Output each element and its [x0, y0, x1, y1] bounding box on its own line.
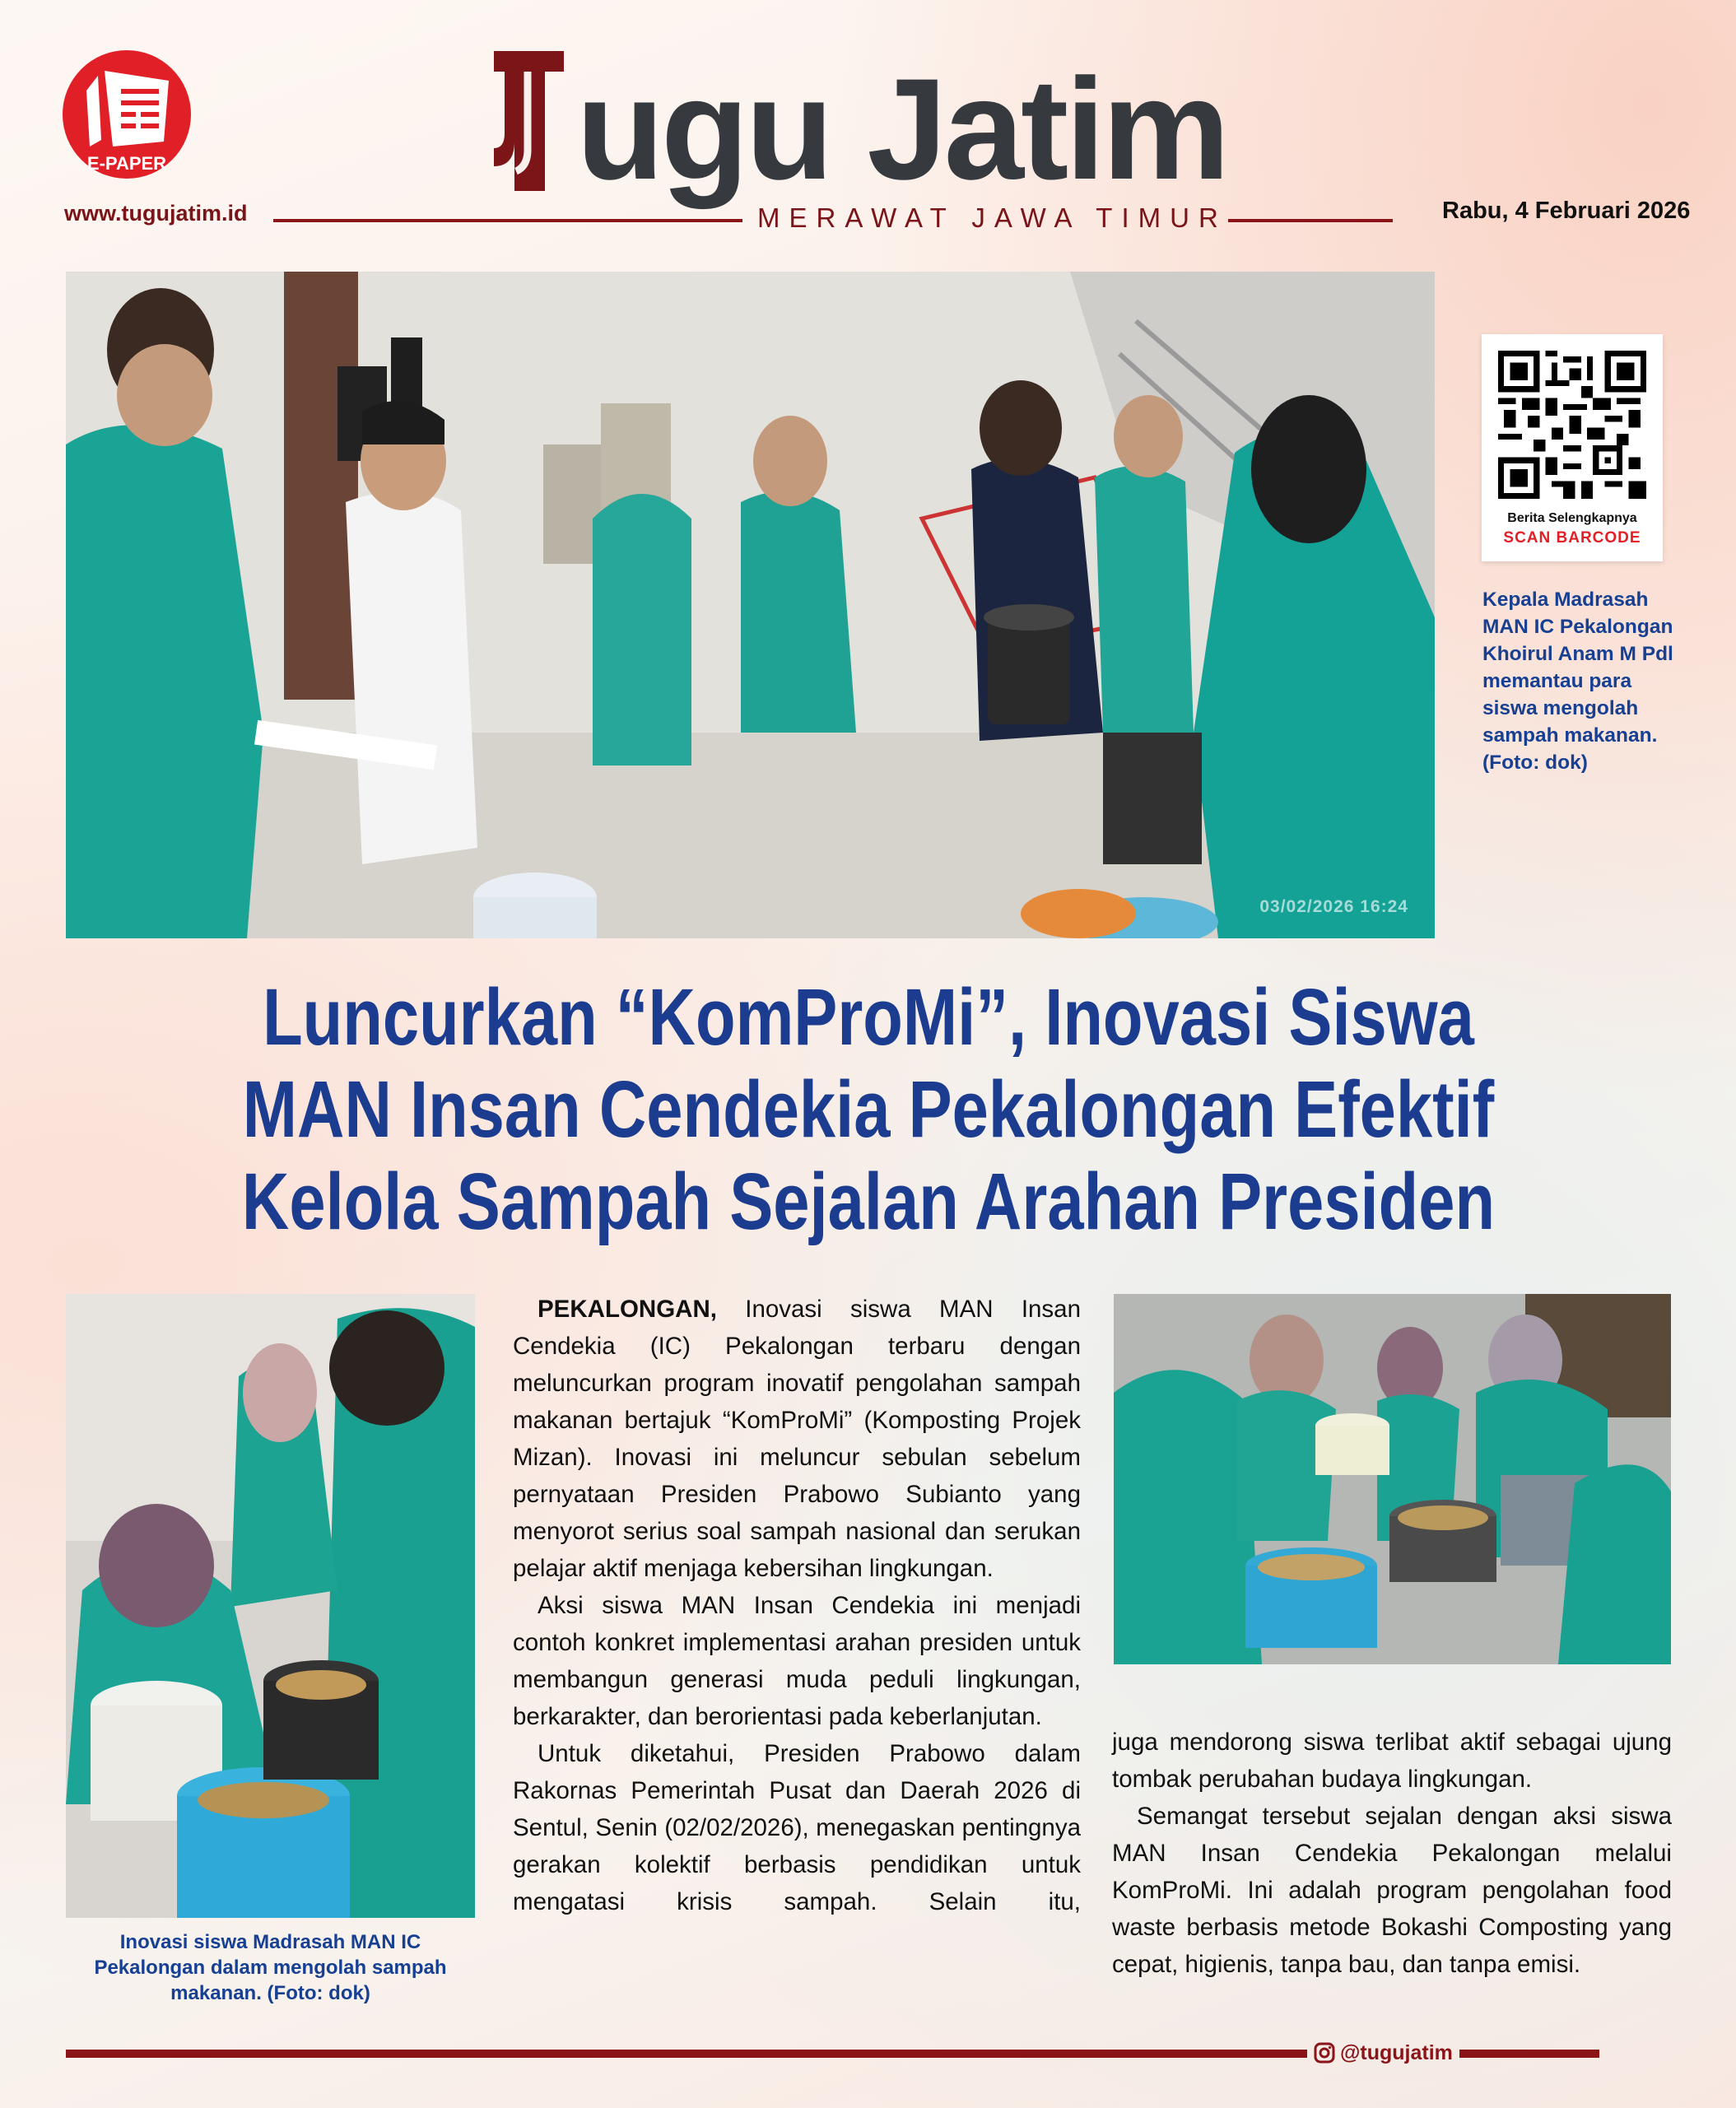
brand-tagline: MERAWAT JAWA TIMUR — [757, 202, 1227, 233]
brand-name[interactable]: ugu Jatim — [576, 49, 1227, 210]
epaper-logo[interactable] — [62, 49, 192, 179]
paragraph-text: Inovasi siswa MAN Insan Cendekia (IC) Pekalongan terbaru dengan meluncurkan program inovatif pengolahan sampah makanan bertajuk “KomProMi” (Komposting Projek Mizan). Inovasi ini meluncur sebulan sebelum pernyataan Presiden Prabowo Subianto yang menyorot serius soal sampah nasional dan serukan pelajar aktif menjaga kebersihan lingkungan. — [513, 1296, 1081, 1582]
article-column-2 — [1112, 1724, 1672, 1983]
epaper-badge-label: E-PAPER — [86, 153, 167, 174]
instagram-link[interactable] — [1307, 2038, 1459, 2068]
main-photo-scene — [66, 272, 1435, 938]
headline-line: MAN Insan Cendekia Pekalongan Efektif — [242, 1064, 1495, 1154]
main-photo-caption: Kepala Madrasah MAN IC Pekalongan Khoirul Anam M Pdl memantau para siswa mengolah sampah makanan. (Foto: dok) — [1482, 589, 1673, 774]
edition-date: Rabu, 4 Februari 2026 — [1442, 198, 1691, 224]
right-photo-scene — [1114, 1294, 1671, 1664]
footer-rule-left — [66, 2050, 1307, 2058]
headline-line: Kelola Sampah Sejalan Arahan Presiden — [241, 1156, 1496, 1246]
article-paragraph: Aksi siswa MAN Insan Cendekia ini menjadi contoh konkret implementasi arahan presiden untuk membangun generasi muda peduli lingkungan, berkarakter, dan berorientasi pada keberlanjutan. — [513, 1592, 1081, 1730]
left-photo-scene — [66, 1294, 475, 1918]
article-paragraph: Untuk diketahui, Presiden Prabowo dalam Rakornas Pemerintah Pusat dan Daerah 2026 di Sentul, Senin (02/02/2026), menegaskan pentingnya gerakan kolektif berbasis pendidikan untuk mengatasi krisis sampah. Selain itu, — [513, 1740, 1081, 1915]
qr-card[interactable] — [1482, 334, 1663, 561]
qr-cta: SCAN BARCODE — [1503, 529, 1641, 547]
right-photo — [1114, 1294, 1671, 1664]
main-photo — [66, 272, 1435, 938]
left-photo-caption: Inovasi siswa Madrasah MAN IC Pekalongan dalam mengolah sampah makanan. (Foto: dok) — [94, 1931, 447, 2004]
header-rule-left — [273, 219, 742, 222]
article-headline — [211, 971, 1527, 1248]
footer-rule-right — [1459, 2050, 1599, 2058]
qr-code-icon[interactable] — [1498, 351, 1646, 499]
article-paragraph — [513, 1291, 1081, 1587]
site-url[interactable]: www.tugujatim.id — [64, 201, 248, 226]
article-column-1 — [513, 1291, 1081, 1920]
instagram-icon — [1314, 2042, 1335, 2064]
article-paragraph: juga mendorong siswa terlibat aktif sebagai ujung tombak perubahan budaya lingkungan. — [1112, 1729, 1672, 1793]
social-handle: @tugujatim — [1340, 2041, 1453, 2064]
qr-label: Berita Selengkapnya — [1507, 511, 1637, 525]
tj-logo-mark — [480, 51, 579, 191]
left-photo — [66, 1294, 475, 1918]
header-rule-right — [1228, 219, 1393, 222]
article-paragraph: Semangat tersebut sejalan dengan aksi siswa MAN Insan Cendekia Pekalongan melalui KomProMi. Ini adalah program pengolahan food waste berbasis metode Bokashi Composting yang cepat, higienis, tanpa bau, dan tanpa emisi. — [1112, 1803, 1672, 1978]
article-dateline: PEKALONGAN, — [538, 1296, 717, 1323]
photo-timestamp: 03/02/2026 16:24 — [1259, 897, 1408, 916]
headline-line: Luncurkan “KomProMi”, Inovasi Siswa — [263, 972, 1474, 1062]
